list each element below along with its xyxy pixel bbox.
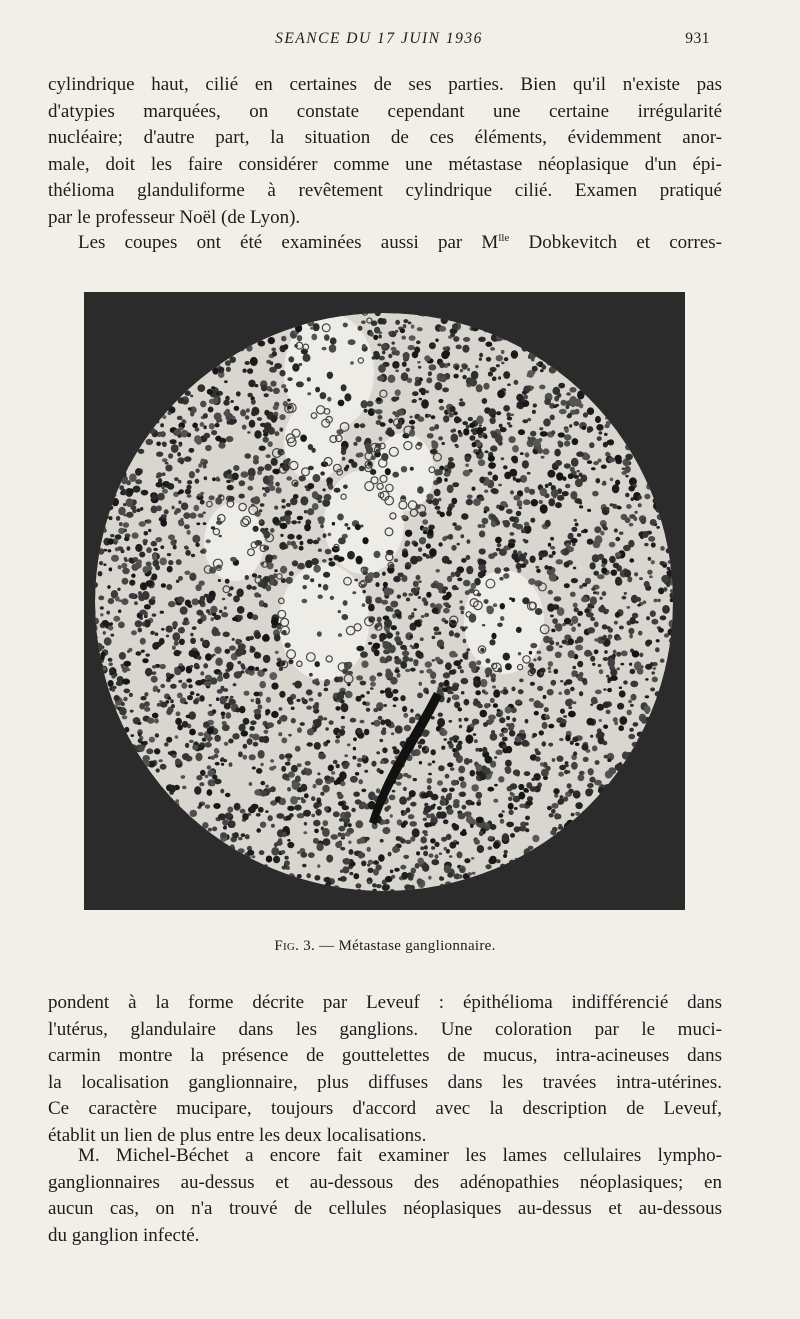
text-line: carmin montre la présence de gouttelettes de mucus, intra-acineuses dans [48, 1045, 722, 1066]
superscript: lle [498, 232, 510, 244]
page-number: 931 [685, 30, 710, 47]
micrograph-figure [84, 292, 685, 910]
paragraph-4 [48, 1143, 722, 1249]
text-line: M. Michel-Béchet a encore fait examiner les lames cellulaires lympho- [78, 1145, 722, 1166]
text-line: l'utérus, glandulaire dans les ganglions. Une coloration par le muci- [48, 1018, 722, 1040]
figure-caption-text: — Métastase ganglionnaire. [315, 938, 496, 954]
text-line: male, doit les faire considérer comme une métastase néoplasique d'un épi- [48, 153, 722, 175]
page-header [48, 30, 710, 54]
text-fragment: Les coupes ont été examinées aussi par M [78, 232, 499, 253]
figure-label: Fig. 3. [274, 938, 316, 954]
text-line: du ganglion infecté. [48, 1224, 200, 1246]
text-line: établit un lien de plus entre les deux localisations. [48, 1124, 427, 1146]
text-fragment: Dobkevitch et corres- [509, 232, 722, 253]
text-line: thélioma glanduliforme à revêtement cylindrique cilié. Examen pratiqué [48, 180, 722, 201]
text-line: ganglionnaires au-dessus et au-dessous des adénopathies néoplasiques; en [48, 1171, 722, 1193]
figure-caption [48, 938, 722, 955]
text-line: pondent à la forme décrite par Leveuf : épithélioma indifférencié dans [48, 992, 722, 1013]
micrograph-image [84, 292, 685, 910]
text-line: cylindrique haut, cilié en certaines de ses parties. Bien qu'il n'existe pas [48, 74, 722, 95]
text-line: aucun cas, on n'a trouvé de cellules néoplasiques au-dessus et au-dessous [48, 1198, 722, 1219]
text-line: la localisation ganglionnaire, plus diffuses dans les travées intra-utérines. [48, 1071, 722, 1093]
text-line: d'atypies marquées, on constate cependant une certaine irrégularité [48, 100, 722, 122]
paragraph-3 [48, 990, 722, 1149]
paragraph-2 [48, 230, 722, 257]
text-line: par le professeur Noël (de Lyon). [48, 206, 301, 228]
paragraph-1 [48, 72, 722, 231]
running-title: SEANCE DU 17 JUIN 1936 [275, 30, 483, 47]
text-line: nucléaire; d'autre part, la situation de ces éléments, évidemment anor- [48, 127, 722, 148]
text-line: Ce caractère mucipare, toujours d'accord avec la description de Leveuf, [48, 1098, 722, 1119]
text-line [48, 230, 722, 257]
